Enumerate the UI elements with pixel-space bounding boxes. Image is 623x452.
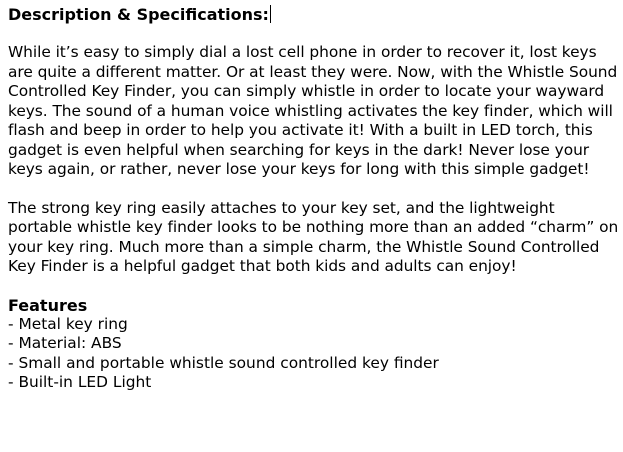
features-list [8,315,620,393]
description-paragraph-2: The strong key ring easily attaches to your key set, and the lightweight portable whistle key finder looks to be nothing more than an added “charm” on your key ring. Much more than a simple charm, the Whistle Sound Controlled Key Finder is a helpful gadget that both kids and adults can enjoy! [8,198,619,275]
text-cursor [270,5,271,23]
features-heading: Features [8,295,88,315]
feature-item: - Small and portable whistle sound controlled key finder [8,353,439,372]
feature-item: - Material: ABS [8,334,122,352]
description-paragraph-1: While it’s easy to simply dial a lost cell phone in order to recover it, lost keys are quite a different matter. Or at least they were. Now, with the Whistle Sound Controlled Key Finder, you can simply whistle in order to locate your wayward keys. The sound of a human voice whistling activates the key finder, which will flash and beep in order to help you activate it! With a built in LED torch, this gadget is even helpful when searching for keys in the dark! Never lose your keys again, or rather, never lose your keys for long with this simple gadget! [8,43,618,178]
feature-item: - Metal key ring [8,314,128,333]
feature-item: - Built-in LED Light [8,373,152,391]
description-heading-text: Description & Specifications: [8,5,269,24]
description-heading [8,5,620,24]
text-editor-area[interactable] [8,0,620,393]
